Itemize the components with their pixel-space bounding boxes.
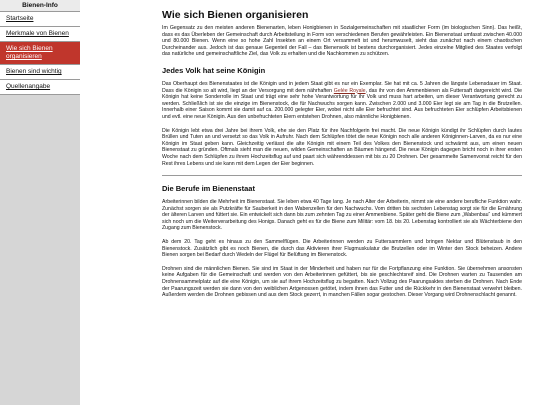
berufe-paragraph-2: Ab dem 20. Tag geht es hinaus zu den Sammelflügen. Die Arbeiterinnen werden zu Futtersammlern und bringen Nektar und Blütenstaub in den Bienenstock. Zusätzlich gibt es noch Bienen, die durch das Aktivieren ihrer Flugmuskulatur die Brutzellen oder im Winter den Stock beheizen. Andere Bienen sorgen bei Bedarf durch Wedeln der Flügel für Belüftung im Bienenstock. [162,239,522,259]
berufe-paragraph-3: Drohnen sind die männlichen Bienen. Sie sind im Staat in der Minderheit und haben nur für die Fortpflanzung eine Funktion. Sie übernehmen ansonsten keine Aufgaben für die Gemeinschaft und werden von den Arbeiterinnen gefüttert, bis sie geschlechtsreif sind. Die Drohnen warten zu Tausenden am Drohnensammelplatz auf die eine Königin, um sie auf ihrem Hochzeitsflug zu begatten. Nach Vollzug des Paarungsaktes sterben die Drohnen. Nach Ende der Paarungszeit werden sie dann von den weiblichen Artgenossen getötet, indem ihnen das Futter und die Rückkehr in den Bienenstaat verwehrt bleiben. Außerdem werden die Drohnen gebissen und aus dem Stock gezerrt, in manchen Fällen sogar gestochen. Dieser Vorgang wird Drohnenschlacht genannt. [162,265,522,299]
koenigin-text-before: Das Oberhaupt des Bienenstaates ist die Königin und in jedem Staat gibt es nur ein Exemplar. Sie hat mit ca. 5 Jahren die längste Lebensdauer im Staat. Dass die Königin so alt wird, liegt an der Versorgung mit dem nährhaften [162,80,522,94]
site-title: Bienen-Info [0,0,80,12]
berufe-paragraph-1: Arbeiterinnen bilden die Mehrheit im Bienenstaat. Sie leben etwa 40 Tage lang. Je nach Alter der Arbeiterin, nimmt sie eine andere berufliche Funktion wahr. Zunächst sorgen sie als Putzkräfte für Sauberkeit in den Wabenzellen für den Nachwuchs. Vom dritten bis sechsten Lebenstag sorgt sie für die Ernährung der älteren Larven und füttert sie. Ein entwickelt sich dann bis zum zehnten Tag zu einer Ammenbiene. Später geht die Biene zum „Wabenbau“ und kümmert sich noch um die Weiterverarbeitung des Honigs. Danach geht es für die Biene zum Militär: vom 18. bis 20. Lebenstag kontrolliert sie als Wächterbiene den Zugang zum Bienenstock. [162,199,522,232]
sidebar-nav [0,0,80,405]
section-divider [162,175,522,176]
section-heading-berufe: Die Berufe im Bienenstaat [162,184,255,194]
nav-item-merkmale[interactable]: Merkmale von Bienen [0,27,80,42]
nav-item-quellenangabe[interactable]: Quellenangabe [0,80,80,95]
section-heading-koenigin: Jedes Volk hat seine Königin [162,65,266,75]
nav-item-organisation[interactable]: Wie sich Bienen organisieren [0,42,80,65]
gelee-royale-link[interactable]: Gelée Royale [333,87,366,94]
koenigin-paragraph-2: Die Königin lebt etwa drei Jahre bei ihrem Volk, ehe sie den Platz für ihre Nachfolgerin frei macht. Die neue Königin kündigt ihr Schlüpfen durch lautes Brüllen und Tuten an und versetzt so das Volk in Aufruhr. Nach dem Schlüpfen tötet die neue Königin noch alle anderen Königinnen-Larven, da es nur eine Königin im Staat geben kann. Gleichzeitig verlässt die alte Königin mit einem Teil des Volkes den Bienenstock und schwärmt aus, um einen neuen Bienenstaat zu gründen. Oftmals sieht man die neuen, wilden Gemeinschaften an Bäumen hängend. Die neue Königin dagegen bricht noch in ihrer ersten Woche nach dem Schlüpfen zu ihrem Hochzeitsflug auf und paart sich währenddessen mit bis zu 20 Drohnen. Der gesammelte Samenvorrat reicht für den Rest ihres Lebens und sie kann mit dem Legen der Eier beginnen. [162,127,522,167]
koenigin-paragraph-1 [162,81,522,121]
nav-item-wichtig[interactable]: Bienen sind wichtig [0,65,80,80]
page-title: Wie sich Bienen organisieren [162,9,309,21]
intro-paragraph: Im Gegensatz zu den meisten anderen Bienenarten, leben Honigbienen in Sozialgemeinschaften mit staatlicher Form (im biologischen Sinn). Das heißt, dass es das Überleben der Gemeinschaft durch Arbeitsteilung in Form von verschiedenen Berufen gewährleisten. Ein Bienenstaat umfasst zwischen 40.000 und 80.000 Bienen. Wenn eine so hohe Zahl Insekten an einem Ort versammelt ist und herumwuselt, sieht das zunächst nach einem chaotischen Durcheinander aus. Jedoch ist das genaue Gegenteil der Fall – das Bienenvolk ist bestens durchorganisiert. Jedes einzelne Mitglied des Staates verfolgt das natürliche und gemeinschaftliche Ziel, das Volk zu erhalten und die Nachkommen zu schützen. [162,25,522,58]
nav-item-startseite[interactable]: Startseite [0,12,80,27]
main-content [162,9,522,306]
koenigin-text-after: , das ihr von den Ammenbienen als Futtersaft dargereicht wird. Die Königin hat keine Sonderrolle im Staat und trägt eine sehr hohe Verantwortung für ihr Volk und muss hart arbeiten, um dieser Verantwortung gerecht zu werden. Schließlich ist sie die einzige im Bienenstock, die für Nachwuchs sorgen kann. Zwischen 2.000 und 3.000 Eier legt sie am Tag in die Brutzellen. Innerhalb einer Saison kommt sie damit auf ca. 200.000 gelegter Eier, wobei nicht alle Eier befruchtet sind. Aus befruchteten Eier schlüpfen Arbeitsbienen und evtl. eine neue Königin. Aus den unbefruchteten Eiern entstehen Drohnen, also männliche Honigbienen. [162,87,522,120]
